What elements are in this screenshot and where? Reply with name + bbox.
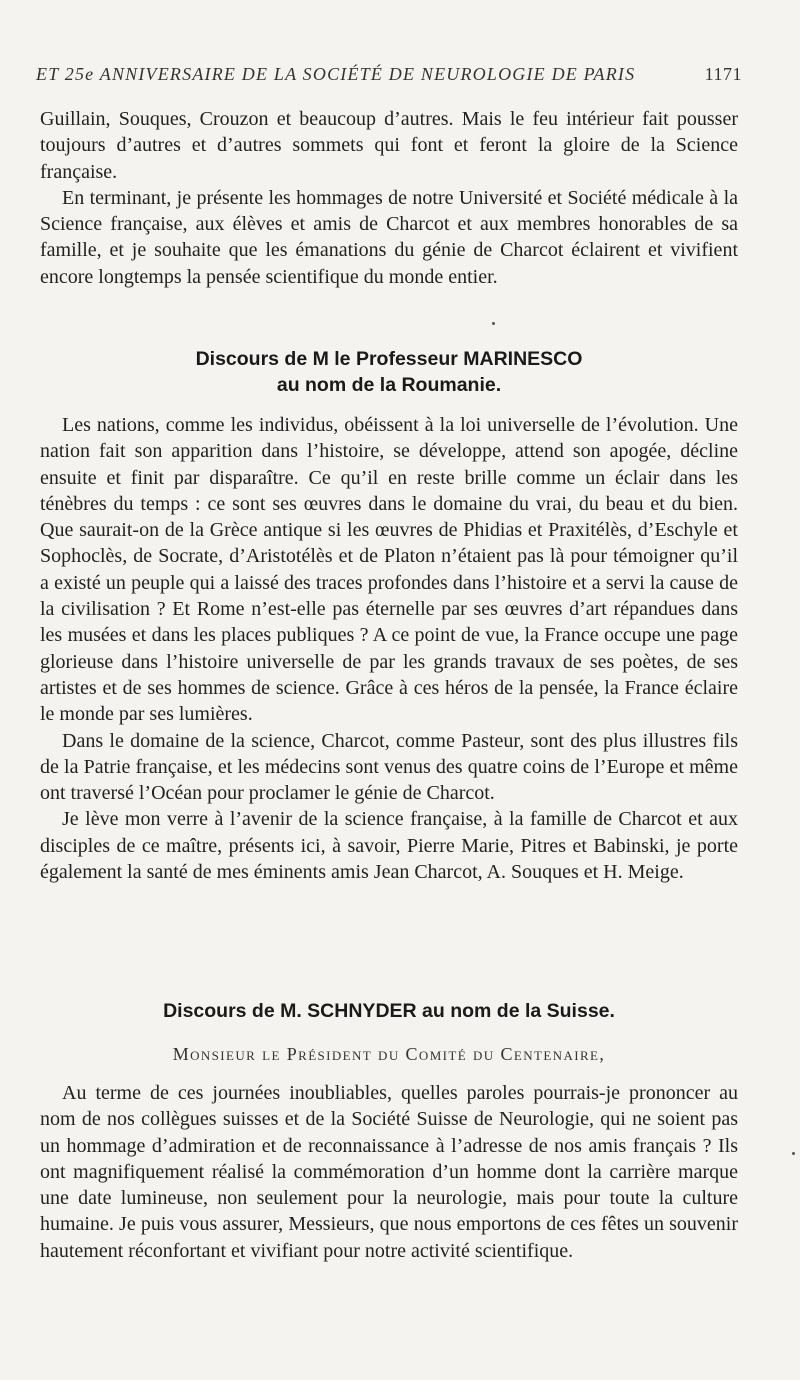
paragraph: Je lève mon verre à l’avenir de la science française, à la famille de Charcot et aux disciples de ce maître, présents ici, à savoir, Pierre Marie, Pitres et Babinski, je porte également la santé de mes éminents amis Jean Charcot, A. Souques et H. Meige. (40, 808, 738, 884)
paragraph: Dans le domaine de la science, Charcot, comme Pasteur, sont des plus illustres fils de la Patrie française, et les médecins sont venus des quatre coins de l’Europe et même ont traversé l’Océan pour proclamer le génie de Charcot. (40, 729, 738, 805)
section-heading-schnyder (40, 998, 738, 1024)
heading-line: au nom de la Roumanie. (276, 374, 502, 396)
paragraph: Au terme de ces journées inoubliables, quelles paroles pourrais-je prononcer au nom de nos collègues suisses et de la Société Suisse de Neurologie, qui ne soient pas un hommage d’admiration et de reconnaissance à l’adresse de nos amis français ? Ils ont magnifiquement réalisé la commémoration d’un homme dont la carrière marque une date lumineuse, non seulement pour la neurologie, mais pour toute la culture humaine. Je puis vous assurer, Messieurs, que nous emportons de ces fêtes un souvenir hautement réconfortant et vivifiant pour notre activité scientifique. (40, 1082, 738, 1262)
salutation: Monsieur le Président du Comité du Centenaire, (172, 1044, 606, 1064)
heading-line: Discours de M. SCHNYDER au nom de la Suisse. (163, 1000, 615, 1022)
print-speck (492, 322, 495, 325)
heading-line: Discours de M le Professeur MARINESCO (195, 348, 583, 370)
paragraph: Guillain, Souques, Crouzon et beaucoup d’autres. Mais le feu intérieur fait pousser toujours d’autres et d’autres sommets qui font et feront la gloire de la Science française. (40, 108, 738, 183)
paragraph: En terminant, je présente les hommages de notre Université et Société médicale à la Science française, aux élèves et amis de Charcot et aux membres honorables de sa famille, et je souhaite que les émanations du génie de Charcot éclairent et vivifient encore longtemps la pensée scientifique du monde entier. (40, 186, 738, 288)
paragraph: Les nations, comme les individus, obéissent à la loi universelle de l’évolution. Une nation fait son apparition dans l’histoire, se développe, attend son apogée, décline ensuite et finit par disparaître. Ce qu’il en reste brille comme un éclair dans les ténèbres du temps : ce sont ses œuvres dans le domaine du vrai, du beau et du bien. Que saurait-on de la Grèce antique si les œuvres de Phidias et Praxitélès, d’Eschyle et Sophoclès, de Socrate, d’Aristotélès et de Platon n’étaient pas là pour témoigner qu’il a existé un peuple qui a laissé des traces profondes dans l’histoire et a servi la cause de la civilisation ? Et Rome n’est-elle pas éternelle par ses œuvres d’art répandues dans les musées et dans les places publiques ? A ce point de vue, la France occupe une page glorieuse dans l’histoire universelle de par les grands travaux de ses poètes, de ses artistes et de ses hommes de science. Grâce à ces héros de la pensée, la France éclaire le monde par ses lumières. (40, 414, 738, 726)
print-speck (792, 1152, 795, 1155)
running-head-title: ET 25e ANNIVERSAIRE DE LA SOCIÉTÉ DE NEUROLOGIE DE PARIS (36, 64, 636, 84)
schnyder-speech (40, 1080, 738, 1264)
running-head (36, 64, 742, 85)
marinesco-speech (40, 412, 738, 885)
page-number: 1171 (704, 64, 742, 84)
section-heading-marinesco (40, 346, 738, 398)
opening-text (40, 106, 738, 290)
